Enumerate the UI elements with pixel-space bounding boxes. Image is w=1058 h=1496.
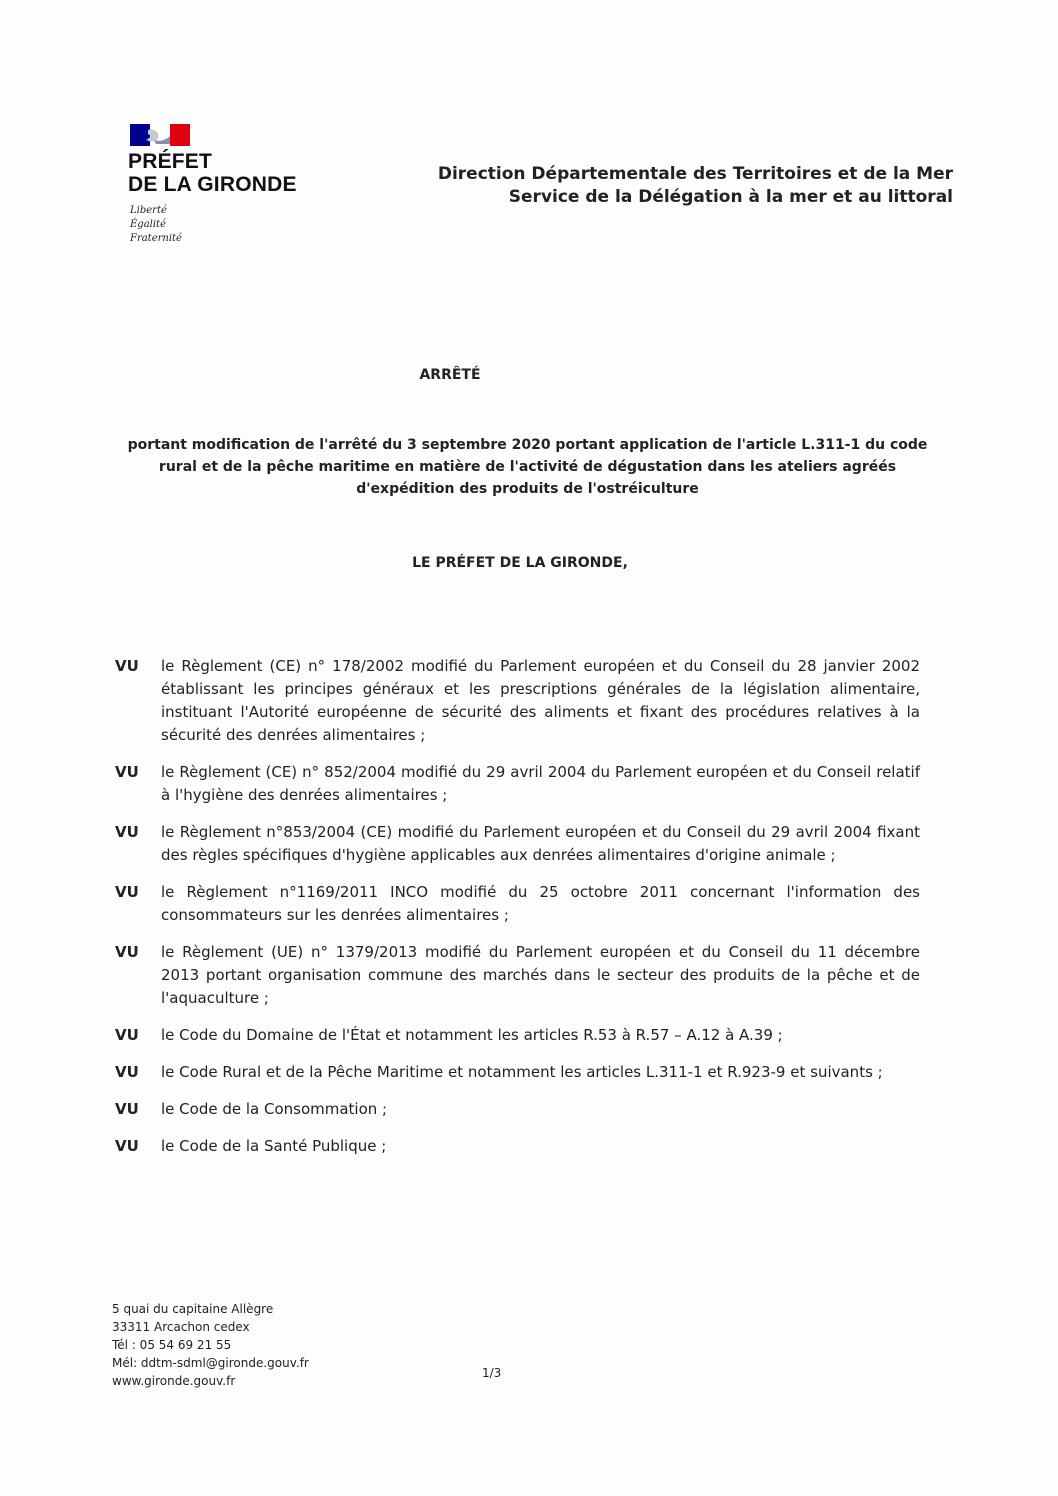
document-title: ARRÊTÉ — [419, 367, 481, 383]
vu-item — [115, 1098, 920, 1121]
vu-item — [115, 1135, 920, 1158]
vu-item — [115, 1024, 920, 1047]
vu-item — [115, 881, 920, 927]
vu-text: le Règlement n°853/2004 (CE) modifié du Parlement européen et du Conseil du 29 avril 2004 fixant des règles spécifiques d'hygiène applicables aux denrées alimentaires d'origine animale ; — [161, 823, 920, 864]
vu-text: le Règlement (CE) n° 852/2004 modifié du 29 avril 2004 du Parlement européen et du Conseil relatif à l'hygiène des denrées alimentaires ; — [161, 763, 920, 804]
vu-label: VU — [115, 943, 139, 961]
footer-contact — [112, 1300, 309, 1390]
vu-label: VU — [115, 1026, 139, 1044]
website-link[interactable]: www.gironde.gouv.fr — [112, 1374, 236, 1388]
document-subject: portant modification de l'arrêté du 3 septembre 2020 portant application de l'article L.311-1 du code rural et de la pêche maritime en matière de l'activité de dégustation dans les ateliers agréés d'expédition des produits de l'ostréiculture — [127, 437, 928, 497]
phone-number: Tél : 05 54 69 21 55 — [112, 1338, 232, 1352]
vu-text: le Code du Domaine de l'État et notamment les articles R.53 à R.57 – A.12 à A.39 ; — [161, 1026, 783, 1044]
vu-label: VU — [115, 823, 139, 841]
vu-list — [115, 655, 920, 1158]
vu-text: le Règlement (UE) n° 1379/2013 modifié du Parlement européen et du Conseil du 11 décembre 2013 portant organisation commune des marchés dans le secteur des produits de la pêche et de l'aquaculture ; — [161, 943, 920, 1007]
marianne-logo-icon — [130, 124, 190, 146]
vu-item — [115, 761, 920, 807]
republic-motto — [130, 204, 182, 246]
vu-label: VU — [115, 883, 139, 901]
authority-heading: LE PRÉFET DE LA GIRONDE, — [412, 555, 628, 571]
motto-egalite: Égalité — [130, 219, 166, 230]
vu-text: le Code Rural et de la Pêche Maritime et notamment les articles L.311-1 et R.923-9 et suivants ; — [161, 1063, 883, 1081]
vu-text: le Règlement (CE) n° 178/2002 modifié du Parlement européen et du Conseil du 28 janvier 2002 établissant les principes généraux et les prescriptions générales de la législation alimentaire, instituant l'Autorité européenne de sécurité des aliments et fixant des procédures relatives à la sécurité des denrées alimentaires ; — [161, 657, 920, 744]
vu-label: VU — [115, 1100, 139, 1118]
vu-label: VU — [115, 1063, 139, 1081]
vu-item — [115, 941, 920, 1010]
address-city: 33311 Arcachon cedex — [112, 1320, 250, 1334]
vu-text: le Code de la Consommation ; — [161, 1100, 388, 1118]
vu-label: VU — [115, 657, 139, 675]
vu-item — [115, 655, 920, 747]
vu-label: VU — [115, 763, 139, 781]
motto-fraternite: Fraternité — [130, 233, 182, 244]
prefet-title-line1: PRÉFET — [128, 150, 213, 173]
vu-item — [115, 821, 920, 867]
service-name: Service de la Délégation à la mer et au littoral — [508, 187, 953, 207]
email-address: Mél: ddtm-sdml@gironde.gouv.fr — [112, 1356, 309, 1370]
address-street: 5 quai du capitaine Allègre — [112, 1302, 274, 1316]
vu-item — [115, 1061, 920, 1084]
vu-text: le Règlement n°1169/2011 INCO modifié du 25 octobre 2011 concernant l'information des consommateurs sur les denrées alimentaires ; — [161, 883, 920, 924]
vu-text: le Code de la Santé Publique ; — [161, 1137, 387, 1155]
prefet-title-line2: DE LA GIRONDE — [128, 173, 297, 196]
motto-liberte: Liberté — [130, 205, 167, 216]
direction-name: Direction Départementale des Territoires et de la Mer — [437, 164, 953, 184]
issuing-service — [438, 163, 953, 209]
page-number: 1/3 — [482, 1366, 502, 1380]
vu-label: VU — [115, 1137, 139, 1155]
prefet-title — [128, 150, 297, 196]
